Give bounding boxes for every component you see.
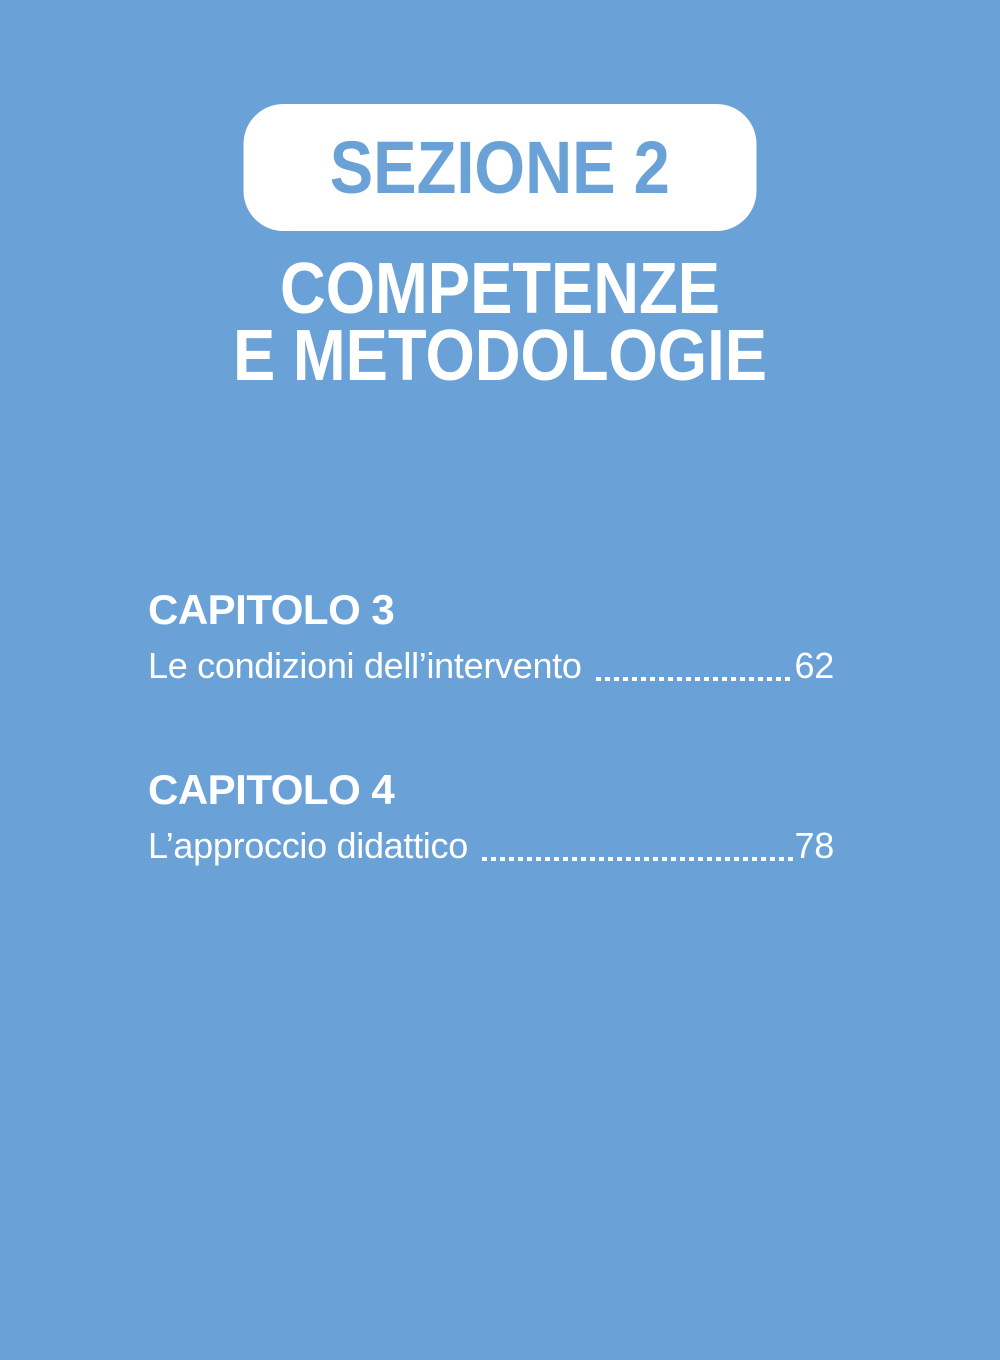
toc-row[interactable] — [148, 644, 834, 688]
section-badge-label: SEZIONE 2 — [329, 126, 671, 209]
chapter-entry-4 — [148, 768, 834, 868]
dot-leader — [482, 857, 793, 861]
section-title-line2: E METODOLOGIE — [233, 316, 767, 396]
toc-entry-title: Le condizioni dell’intervento — [148, 645, 582, 686]
toc-page-number: 78 — [794, 825, 834, 866]
dot-leader — [596, 677, 793, 681]
chapter-heading: CAPITOLO 3 — [148, 586, 395, 633]
chapter-entry-3 — [148, 588, 834, 688]
chapter-list — [148, 588, 834, 948]
section-title — [60, 249, 940, 396]
toc-entry-title: L’approccio didattico — [148, 825, 468, 866]
section-badge — [244, 104, 757, 231]
toc-page-number: 62 — [794, 645, 834, 686]
chapter-heading: CAPITOLO 4 — [148, 766, 395, 813]
section-title-line1: COMPETENZE — [279, 249, 721, 329]
toc-row[interactable] — [148, 824, 834, 868]
